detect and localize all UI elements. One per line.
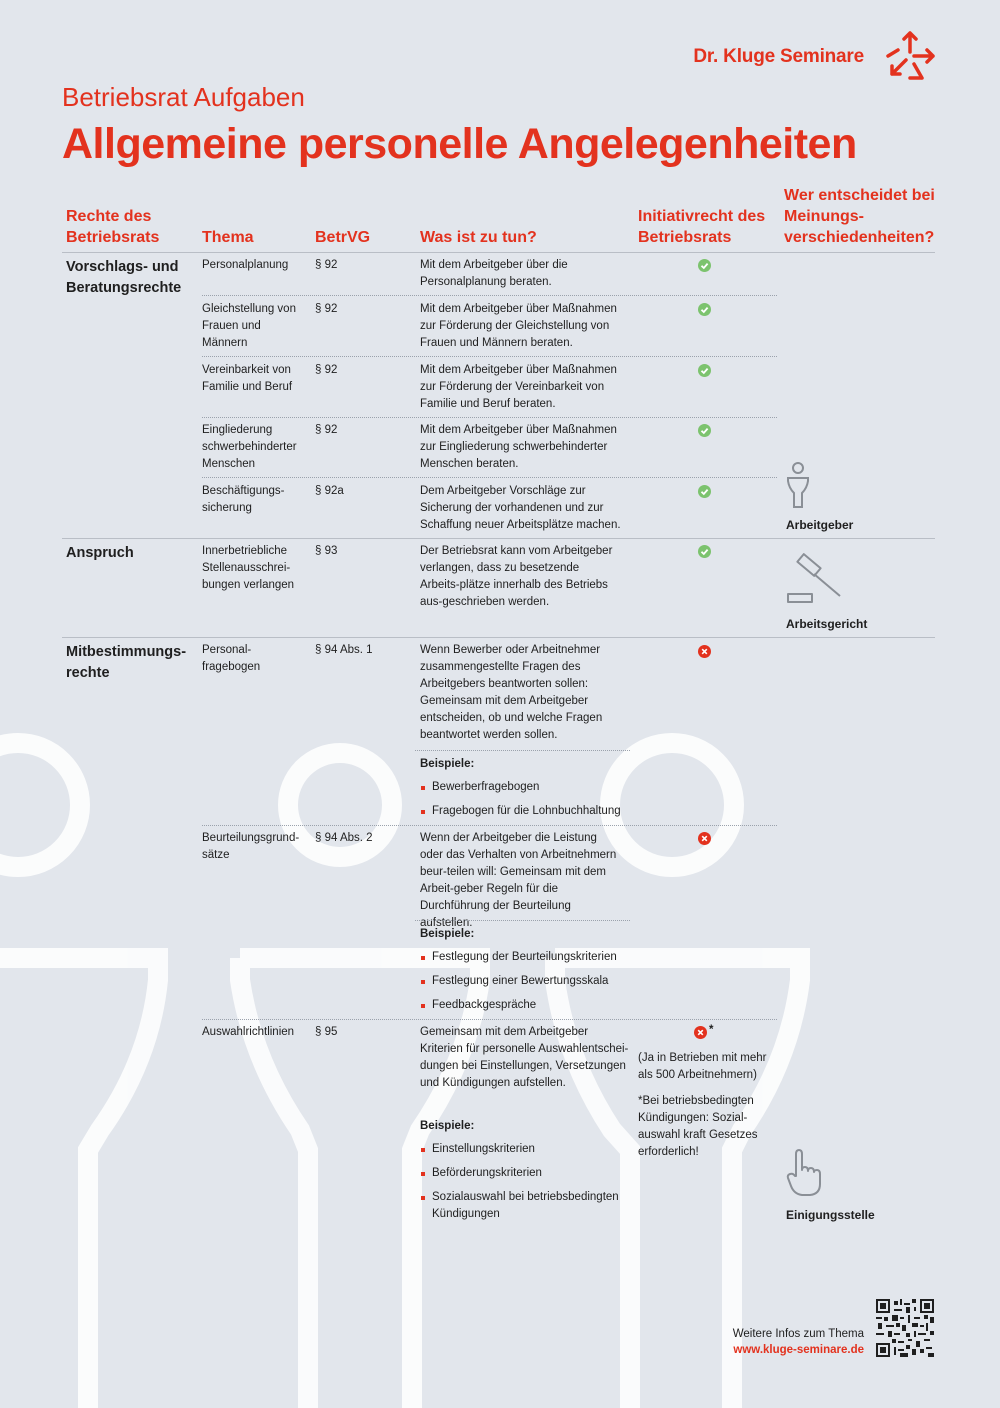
row-paragraph: § 92 [315,259,338,271]
row-text: Mit dem Arbeitgeber über Maßnahmen zur Eingliederung schwerbehinderter Menschen beraten. [420,424,617,470]
decider-einigungsstelle: Einigungsstelle [786,1208,875,1222]
check-icon [698,424,711,437]
example-item: Bewerberfragebogen [420,779,630,796]
examples-label: Beispiele: [420,1120,475,1132]
row-divider [202,825,777,826]
row-thema: Personal-fragebogen [202,644,261,673]
example-divider [415,920,630,921]
examples-list [420,926,630,1021]
row-paragraph: § 92 [315,424,338,436]
examples-label: Beispiele: [420,758,475,770]
row-divider [202,477,777,478]
header-divider [62,252,935,253]
header-betrvg: BetrVG [315,229,371,246]
header-entscheidung: Wer entscheidet bei Meinungs-verschiedenheiten? [784,187,935,246]
row-text: Wenn der Arbeitgeber die Leistung oder das Verhalten von Arbeitnehmern beur-teilen will: Gemeinsam mit dem Arbeit-geber Regeln für die Durchführung der Beurteilung aufstellen. [420,832,617,929]
check-icon [698,485,711,498]
person-icon [785,462,811,510]
row-text: Dem Arbeitgeber Vorschläge zur Sicherung der vorhandenen und zur Schaffung neuer Arbeitsplätze machen. [420,485,621,531]
row-divider [202,295,777,296]
category-vorschlagsrechte: Vorschlags- und Beratungsrechte [66,259,182,296]
initiativ-condition: (Ja in Betrieben mit mehr als 500 Arbeitnehmern) [638,1052,767,1081]
row-thema: Gleichstellung von Frauen und Männern [202,303,296,349]
row-paragraph: § 94 Abs. 2 [315,832,373,844]
page-title: Allgemeine personelle Angelegenheiten [62,120,857,168]
section-divider [62,538,935,539]
check-icon [698,545,711,558]
row-divider [202,356,777,357]
row-thema: Beurteilungsgrund-sätze [202,832,300,861]
row-text: Mit dem Arbeitgeber über Maßnahmen zur Förderung der Vereinbarkeit von Familie und Beruf beraten. [420,364,617,410]
pointing-hand-icon [786,1148,826,1198]
example-item: Beförderungskriterien [420,1165,630,1182]
row-thema: Vereinbarkeit von Familie und Beruf [202,364,293,393]
row-divider [202,417,777,418]
page-subtitle: Betriebsrat Aufgaben [62,82,305,112]
row-text: Gemeinsam mit dem Arbeitgeber Kriterien für personelle Auswahlentschei-dungen bei Einstellungen, Versetzungen und Kündigungen aufstellen. [420,1026,629,1089]
row-text: Wenn Bewerber oder Arbeitnehmer zusammengestellte Fragen des Arbeitgebers beantworten sollen: Gemeinsam mit dem Arbeitgeber entscheiden, ob und welche Fragen beantwortet werden sollen. [420,644,603,741]
row-text: Mit dem Arbeitgeber über Maßnahmen zur Förderung der Gleichstellung von Frauen und Männern beraten. [420,303,617,349]
row-divider [202,1019,777,1020]
row-paragraph: § 92a [315,485,344,497]
row-thema: Beschäftigungs-sicherung [202,485,285,514]
examples-list [420,1118,630,1230]
check-icon [698,364,711,377]
example-item: Sozialauswahl bei betriebsbedingten Kündigungen [420,1189,630,1223]
row-paragraph: § 92 [315,364,338,376]
row-paragraph: § 94 Abs. 1 [315,644,373,656]
section-divider [62,637,935,638]
row-paragraph: § 92 [315,303,338,315]
brand-logo-icon [884,30,936,82]
row-thema: Eingliederung schwerbehinderter Menschen [202,424,297,470]
footer-info: Weitere Infos zum Thema [732,1328,864,1340]
footer-url-link[interactable]: www.kluge-seminare.de [733,1344,864,1356]
example-divider [415,750,630,751]
check-icon [698,303,711,316]
decider-arbeitgeber: Arbeitgeber [786,518,854,532]
footnote-marker: * [709,1024,714,1036]
initiativ-footnote: *Bei betriebsbedingten Kündigungen: Sozial-auswahl kraft Gesetzes erforderlich! [638,1095,758,1158]
header-rechte: Rechte des Betriebsrats [66,208,160,246]
qr-code-icon[interactable] [876,1299,934,1357]
header-was-tun: Was ist zu tun? [420,229,537,246]
example-item: Festlegung der Beurteilungskriterien [420,949,630,966]
cross-icon [694,1026,707,1039]
row-paragraph: § 95 [315,1026,338,1038]
example-item: Einstellungskriterien [420,1141,630,1158]
brand-name: Dr. Kluge Seminare [693,46,864,67]
header-thema: Thema [202,229,254,246]
row-text: Der Betriebsrat kann vom Arbeitgeber verlangen, dass zu besetzende Arbeits-plätze innerhalb des Betriebs aus-geschrieben werden. [420,545,613,608]
examples-label: Beispiele: [420,928,475,940]
category-mitbestimmung: Mitbestimmungs-rechte [66,644,187,681]
example-item: Fragebogen für die Lohnbuchhaltung [420,803,630,820]
cross-icon [698,645,711,658]
row-thema: Innerbetriebliche Stellenausschrei-bungen verlangen [202,545,295,591]
header-initiativrecht: Initiativrecht des Betriebsrats [638,208,766,246]
category-anspruch: Anspruch [66,545,134,561]
check-icon [698,259,711,272]
decider-arbeitsgericht: Arbeitsgericht [786,617,868,631]
row-text: Mit dem Arbeitgeber über die Personalplanung beraten. [420,259,568,288]
row-paragraph: § 93 [315,545,338,557]
example-item: Festlegung einer Bewertungsskala [420,973,630,990]
gavel-icon [784,550,844,606]
example-item: Feedbackgespräche [420,997,630,1014]
examples-list [420,756,630,827]
cross-icon [698,832,711,845]
row-thema: Auswahlrichtlinien [202,1026,295,1038]
row-thema: Personalplanung [202,259,289,271]
